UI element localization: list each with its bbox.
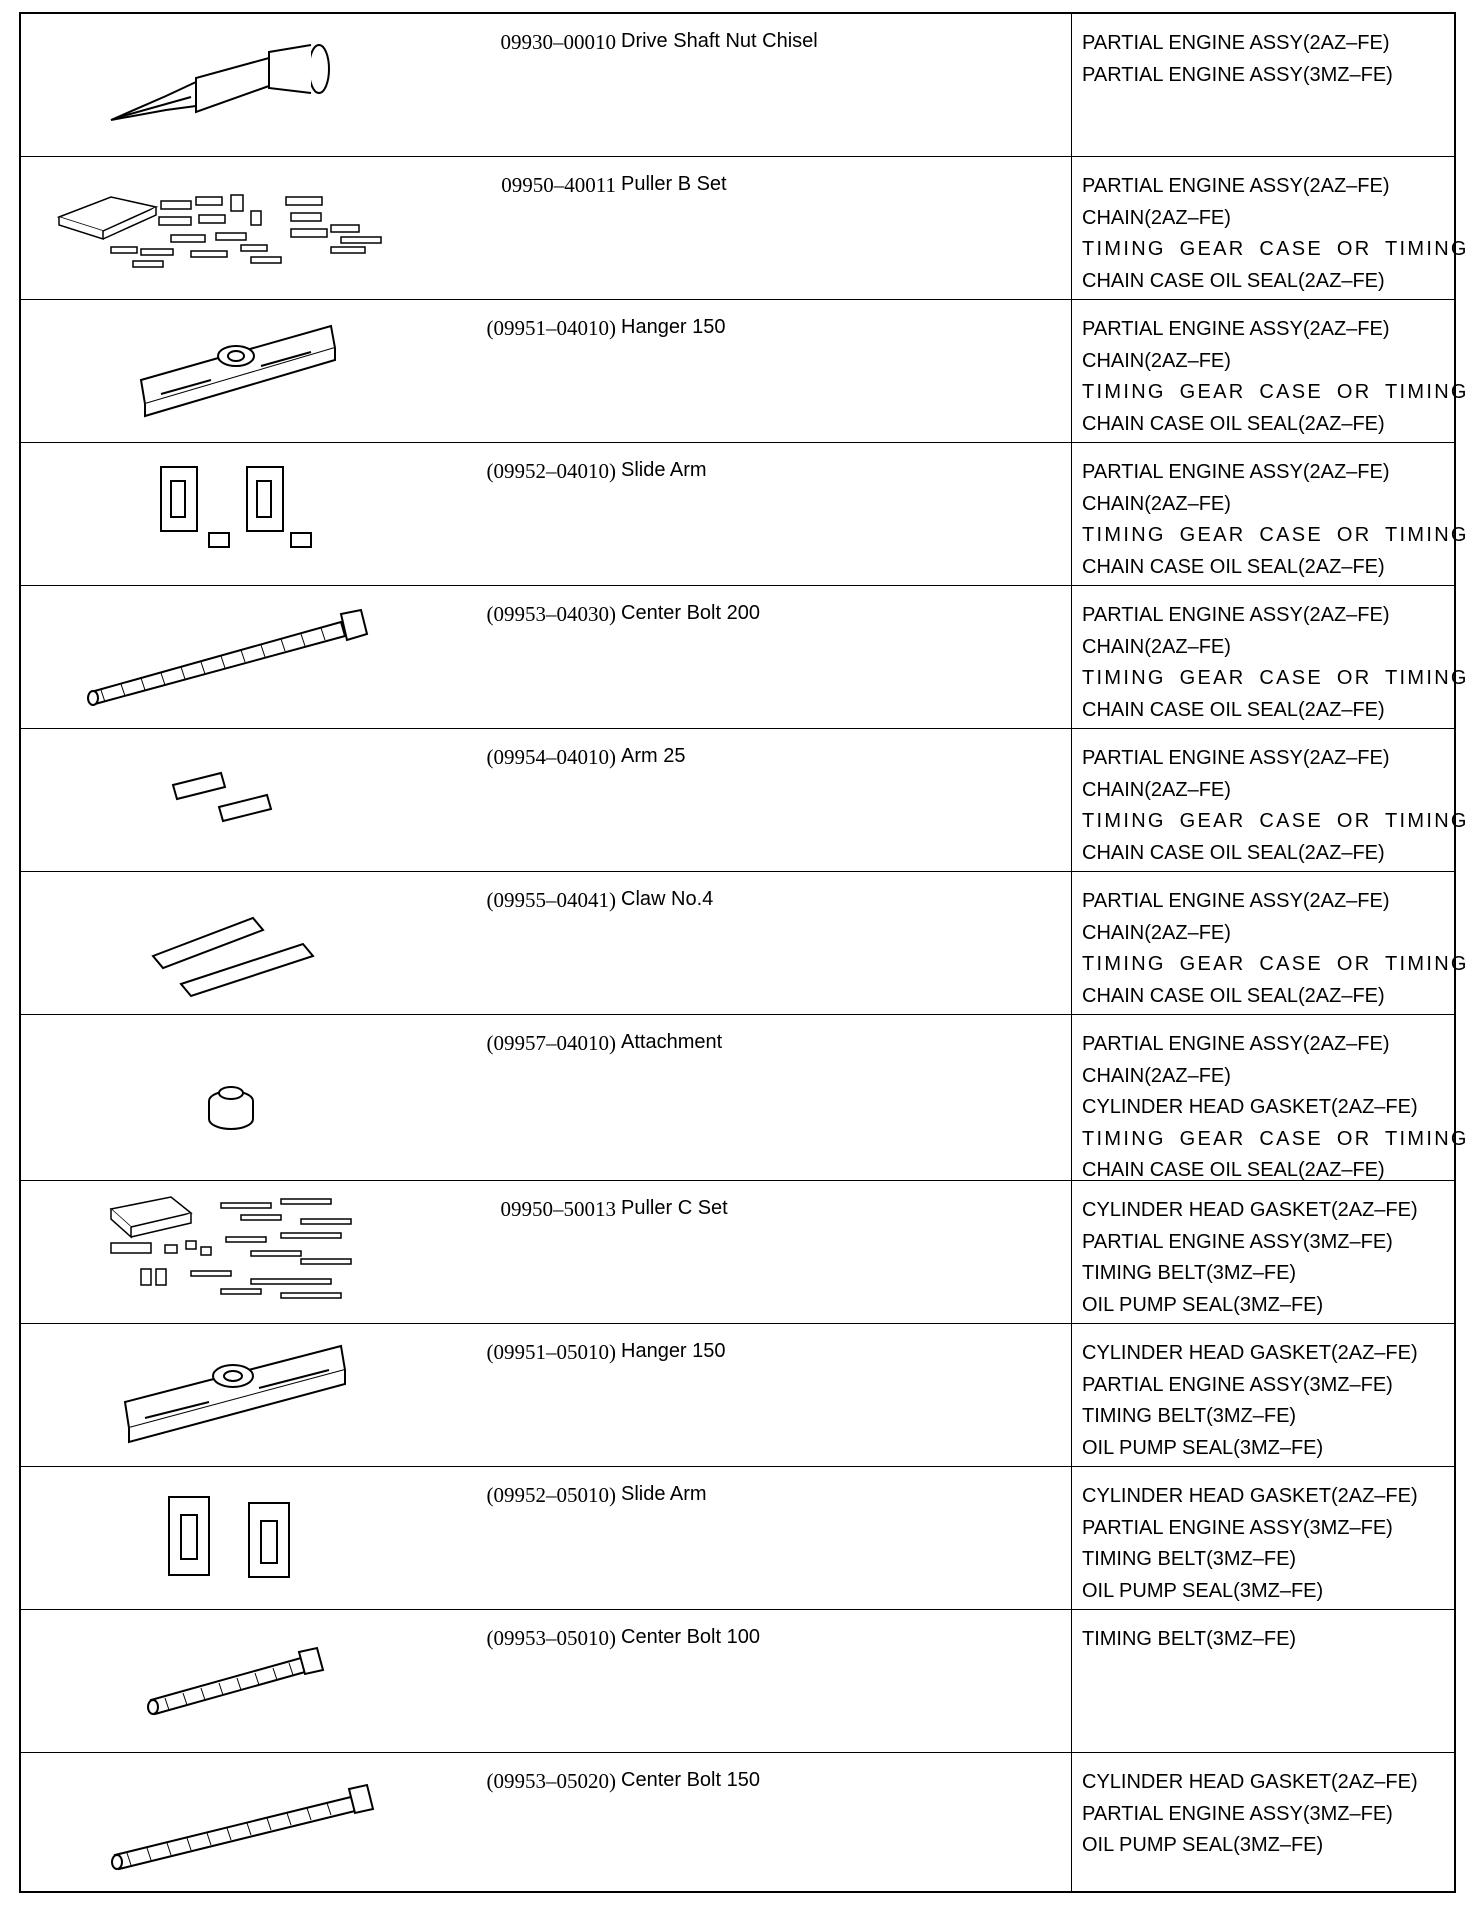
column-divider <box>1071 1015 1072 1180</box>
usage-item: CYLINDER HEAD GASKET(2AZ–FE) <box>1082 1096 1418 1118</box>
usage-list <box>1082 1338 1444 1464</box>
tool-row <box>21 1610 1454 1753</box>
part-number: (09952–05010) <box>486 1483 616 1507</box>
usage-item: TIMING GEAR CASE OR TIMING <box>1082 381 1469 403</box>
center-bolt-illustration <box>41 594 401 722</box>
tool-row <box>21 300 1469 443</box>
usage-item: PARTIAL ENGINE ASSY(3MZ–FE) <box>1082 63 1393 86</box>
usage-item: CHAIN CASE OIL SEAL(2AZ–FE) <box>1082 269 1385 292</box>
tool-name: Slide Arm <box>621 459 707 481</box>
usage-item: TIMING GEAR CASE OR TIMING <box>1082 667 1469 689</box>
usage-list <box>1082 457 1469 583</box>
center-bolt-illustration <box>41 1618 401 1746</box>
tool-name: Hanger 150 <box>621 1340 726 1362</box>
usage-item: OIL PUMP SEAL(3MZ–FE) <box>1082 1436 1324 1459</box>
tool-row <box>21 872 1469 1015</box>
tool-row <box>21 157 1469 300</box>
usage-item: CHAIN(2AZ–FE) <box>1082 921 1231 944</box>
slide-arm-illustration <box>41 451 401 579</box>
usage-list <box>1082 28 1444 91</box>
usage-item: CHAIN(2AZ–FE) <box>1082 206 1231 229</box>
part-number: (09955–04041) <box>486 888 616 912</box>
tool-name: Center Bolt 200 <box>621 602 760 624</box>
tool-name: Slide Arm <box>621 1483 707 1505</box>
claw-illustration <box>41 880 401 1008</box>
usage-item: PARTIAL ENGINE ASSY(3MZ–FE) <box>1082 1373 1393 1396</box>
special-service-tools-table <box>19 12 1469 1893</box>
usage-item: CHAIN(2AZ–FE) <box>1082 1064 1231 1087</box>
usage-item: TIMING BELT(3MZ–FE) <box>1082 1262 1297 1284</box>
usage-item: CHAIN CASE OIL SEAL(2AZ–FE) <box>1082 984 1385 1007</box>
usage-item: OIL PUMP SEAL(3MZ–FE) <box>1082 1293 1324 1316</box>
usage-item: CHAIN CASE OIL SEAL(2AZ–FE) <box>1082 555 1385 578</box>
part-number: (09951–04010) <box>486 316 616 340</box>
usage-item: CHAIN CASE OIL SEAL(2AZ–FE) <box>1082 841 1385 864</box>
tool-row <box>21 1753 1454 1893</box>
usage-list <box>1082 314 1469 440</box>
usage-item: OIL PUMP SEAL(3MZ–FE) <box>1082 1579 1324 1602</box>
usage-item: TIMING BELT(3MZ–FE) <box>1082 1405 1297 1427</box>
usage-item: TIMING GEAR CASE OR TIMING <box>1082 238 1469 260</box>
column-divider <box>1071 1610 1072 1752</box>
usage-item: CHAIN(2AZ–FE) <box>1082 778 1231 801</box>
hanger-illustration <box>41 1332 401 1460</box>
tool-row <box>21 1015 1469 1181</box>
tool-row <box>21 1181 1454 1324</box>
slide-arm-illustration <box>41 1475 401 1603</box>
tool-name: Arm 25 <box>621 745 686 767</box>
usage-item: OIL PUMP SEAL(3MZ–FE) <box>1082 1834 1324 1856</box>
part-number: (09952–04010) <box>486 459 616 483</box>
tool-name: Drive Shaft Nut Chisel <box>621 30 818 52</box>
usage-item: CHAIN CASE OIL SEAL(2AZ–FE) <box>1082 412 1385 435</box>
usage-item: CYLINDER HEAD GASKET(2AZ–FE) <box>1082 1485 1418 1507</box>
tool-row <box>21 14 1454 157</box>
usage-item: PARTIAL ENGINE ASSY(2AZ–FE) <box>1082 890 1390 912</box>
part-number: (09954–04010) <box>486 745 616 769</box>
part-number: (09953–05010) <box>486 1626 616 1650</box>
part-number: (09951–05010) <box>486 1340 616 1364</box>
usage-item: PARTIAL ENGINE ASSY(3MZ–FE) <box>1082 1230 1393 1253</box>
tool-name: Claw No.4 <box>621 888 714 910</box>
tool-row <box>21 586 1469 729</box>
part-number: (09957–04010) <box>486 1031 616 1055</box>
column-divider <box>1071 443 1072 585</box>
tool-row <box>21 1324 1454 1467</box>
usage-list <box>1082 171 1469 297</box>
usage-item: CYLINDER HEAD GASKET(2AZ–FE) <box>1082 1342 1418 1364</box>
attachment-illustration <box>41 1035 401 1163</box>
tool-row <box>21 1467 1454 1610</box>
column-divider <box>1071 14 1072 156</box>
usage-item: PARTIAL ENGINE ASSY(3MZ–FE) <box>1082 1802 1393 1825</box>
usage-item: PARTIAL ENGINE ASSY(2AZ–FE) <box>1082 604 1390 626</box>
usage-list <box>1082 1481 1444 1607</box>
column-divider <box>1071 1181 1072 1323</box>
tool-name: Puller C Set <box>621 1197 728 1219</box>
hanger-illustration <box>41 308 401 436</box>
usage-item: CHAIN(2AZ–FE) <box>1082 492 1231 515</box>
usage-item: PARTIAL ENGINE ASSY(2AZ–FE) <box>1082 1033 1390 1055</box>
center-bolt-illustration <box>41 1761 401 1889</box>
usage-list <box>1082 1195 1444 1321</box>
usage-item: CHAIN CASE OIL SEAL(2AZ–FE) <box>1082 698 1385 721</box>
column-divider <box>1071 1467 1072 1609</box>
column-divider <box>1071 157 1072 299</box>
usage-item: TIMING BELT(3MZ–FE) <box>1082 1548 1297 1570</box>
column-divider <box>1071 586 1072 728</box>
usage-item: TIMING GEAR CASE OR TIMING <box>1082 810 1469 832</box>
usage-list <box>1082 1029 1469 1187</box>
usage-item: TIMING GEAR CASE OR TIMING <box>1082 953 1469 975</box>
part-number: 09950–40011 <box>501 173 616 197</box>
usage-item: CYLINDER HEAD GASKET(2AZ–FE) <box>1082 1199 1418 1221</box>
usage-list <box>1082 743 1469 869</box>
usage-item: CHAIN(2AZ–FE) <box>1082 635 1231 658</box>
tool-row <box>21 729 1469 872</box>
usage-list <box>1082 1624 1444 1656</box>
usage-item: CYLINDER HEAD GASKET(2AZ–FE) <box>1082 1771 1418 1793</box>
part-number: (09953–05020) <box>486 1769 616 1793</box>
usage-list <box>1082 886 1469 1012</box>
usage-item: TIMING GEAR CASE OR TIMING <box>1082 1127 1469 1150</box>
usage-item: TIMING GEAR CASE OR TIMING <box>1082 524 1469 546</box>
part-number: 09950–50013 <box>500 1197 616 1221</box>
usage-item: PARTIAL ENGINE ASSY(2AZ–FE) <box>1082 32 1390 54</box>
arm-illustration <box>41 737 401 865</box>
tool-name: Center Bolt 100 <box>621 1626 760 1648</box>
tool-name: Puller B Set <box>621 173 727 195</box>
usage-item: PARTIAL ENGINE ASSY(2AZ–FE) <box>1082 318 1390 340</box>
column-divider <box>1071 1324 1072 1466</box>
column-divider <box>1071 300 1072 442</box>
tool-name: Attachment <box>621 1031 723 1053</box>
puller-c-set-illustration <box>41 1189 401 1317</box>
usage-item: CHAIN(2AZ–FE) <box>1082 349 1231 372</box>
usage-list <box>1082 600 1469 726</box>
part-number: (09953–04030) <box>486 602 616 626</box>
column-divider <box>1071 872 1072 1014</box>
drive-shaft-nut-chisel-illustration <box>41 22 401 150</box>
part-number: 09930–00010 <box>500 30 616 54</box>
puller-b-set-illustration <box>41 165 401 293</box>
usage-item: PARTIAL ENGINE ASSY(2AZ–FE) <box>1082 461 1390 483</box>
column-divider <box>1071 1753 1072 1893</box>
tool-row <box>21 443 1469 586</box>
usage-item: PARTIAL ENGINE ASSY(2AZ–FE) <box>1082 747 1390 769</box>
tool-name: Center Bolt 150 <box>621 1769 760 1791</box>
usage-item: TIMING BELT(3MZ–FE) <box>1082 1628 1297 1650</box>
column-divider <box>1071 729 1072 871</box>
usage-item: PARTIAL ENGINE ASSY(2AZ–FE) <box>1082 175 1390 197</box>
usage-item: PARTIAL ENGINE ASSY(3MZ–FE) <box>1082 1516 1393 1539</box>
tool-name: Hanger 150 <box>621 316 726 338</box>
usage-list <box>1082 1767 1444 1862</box>
usage-item: CHAIN CASE OIL SEAL(2AZ–FE) <box>1082 1159 1385 1181</box>
